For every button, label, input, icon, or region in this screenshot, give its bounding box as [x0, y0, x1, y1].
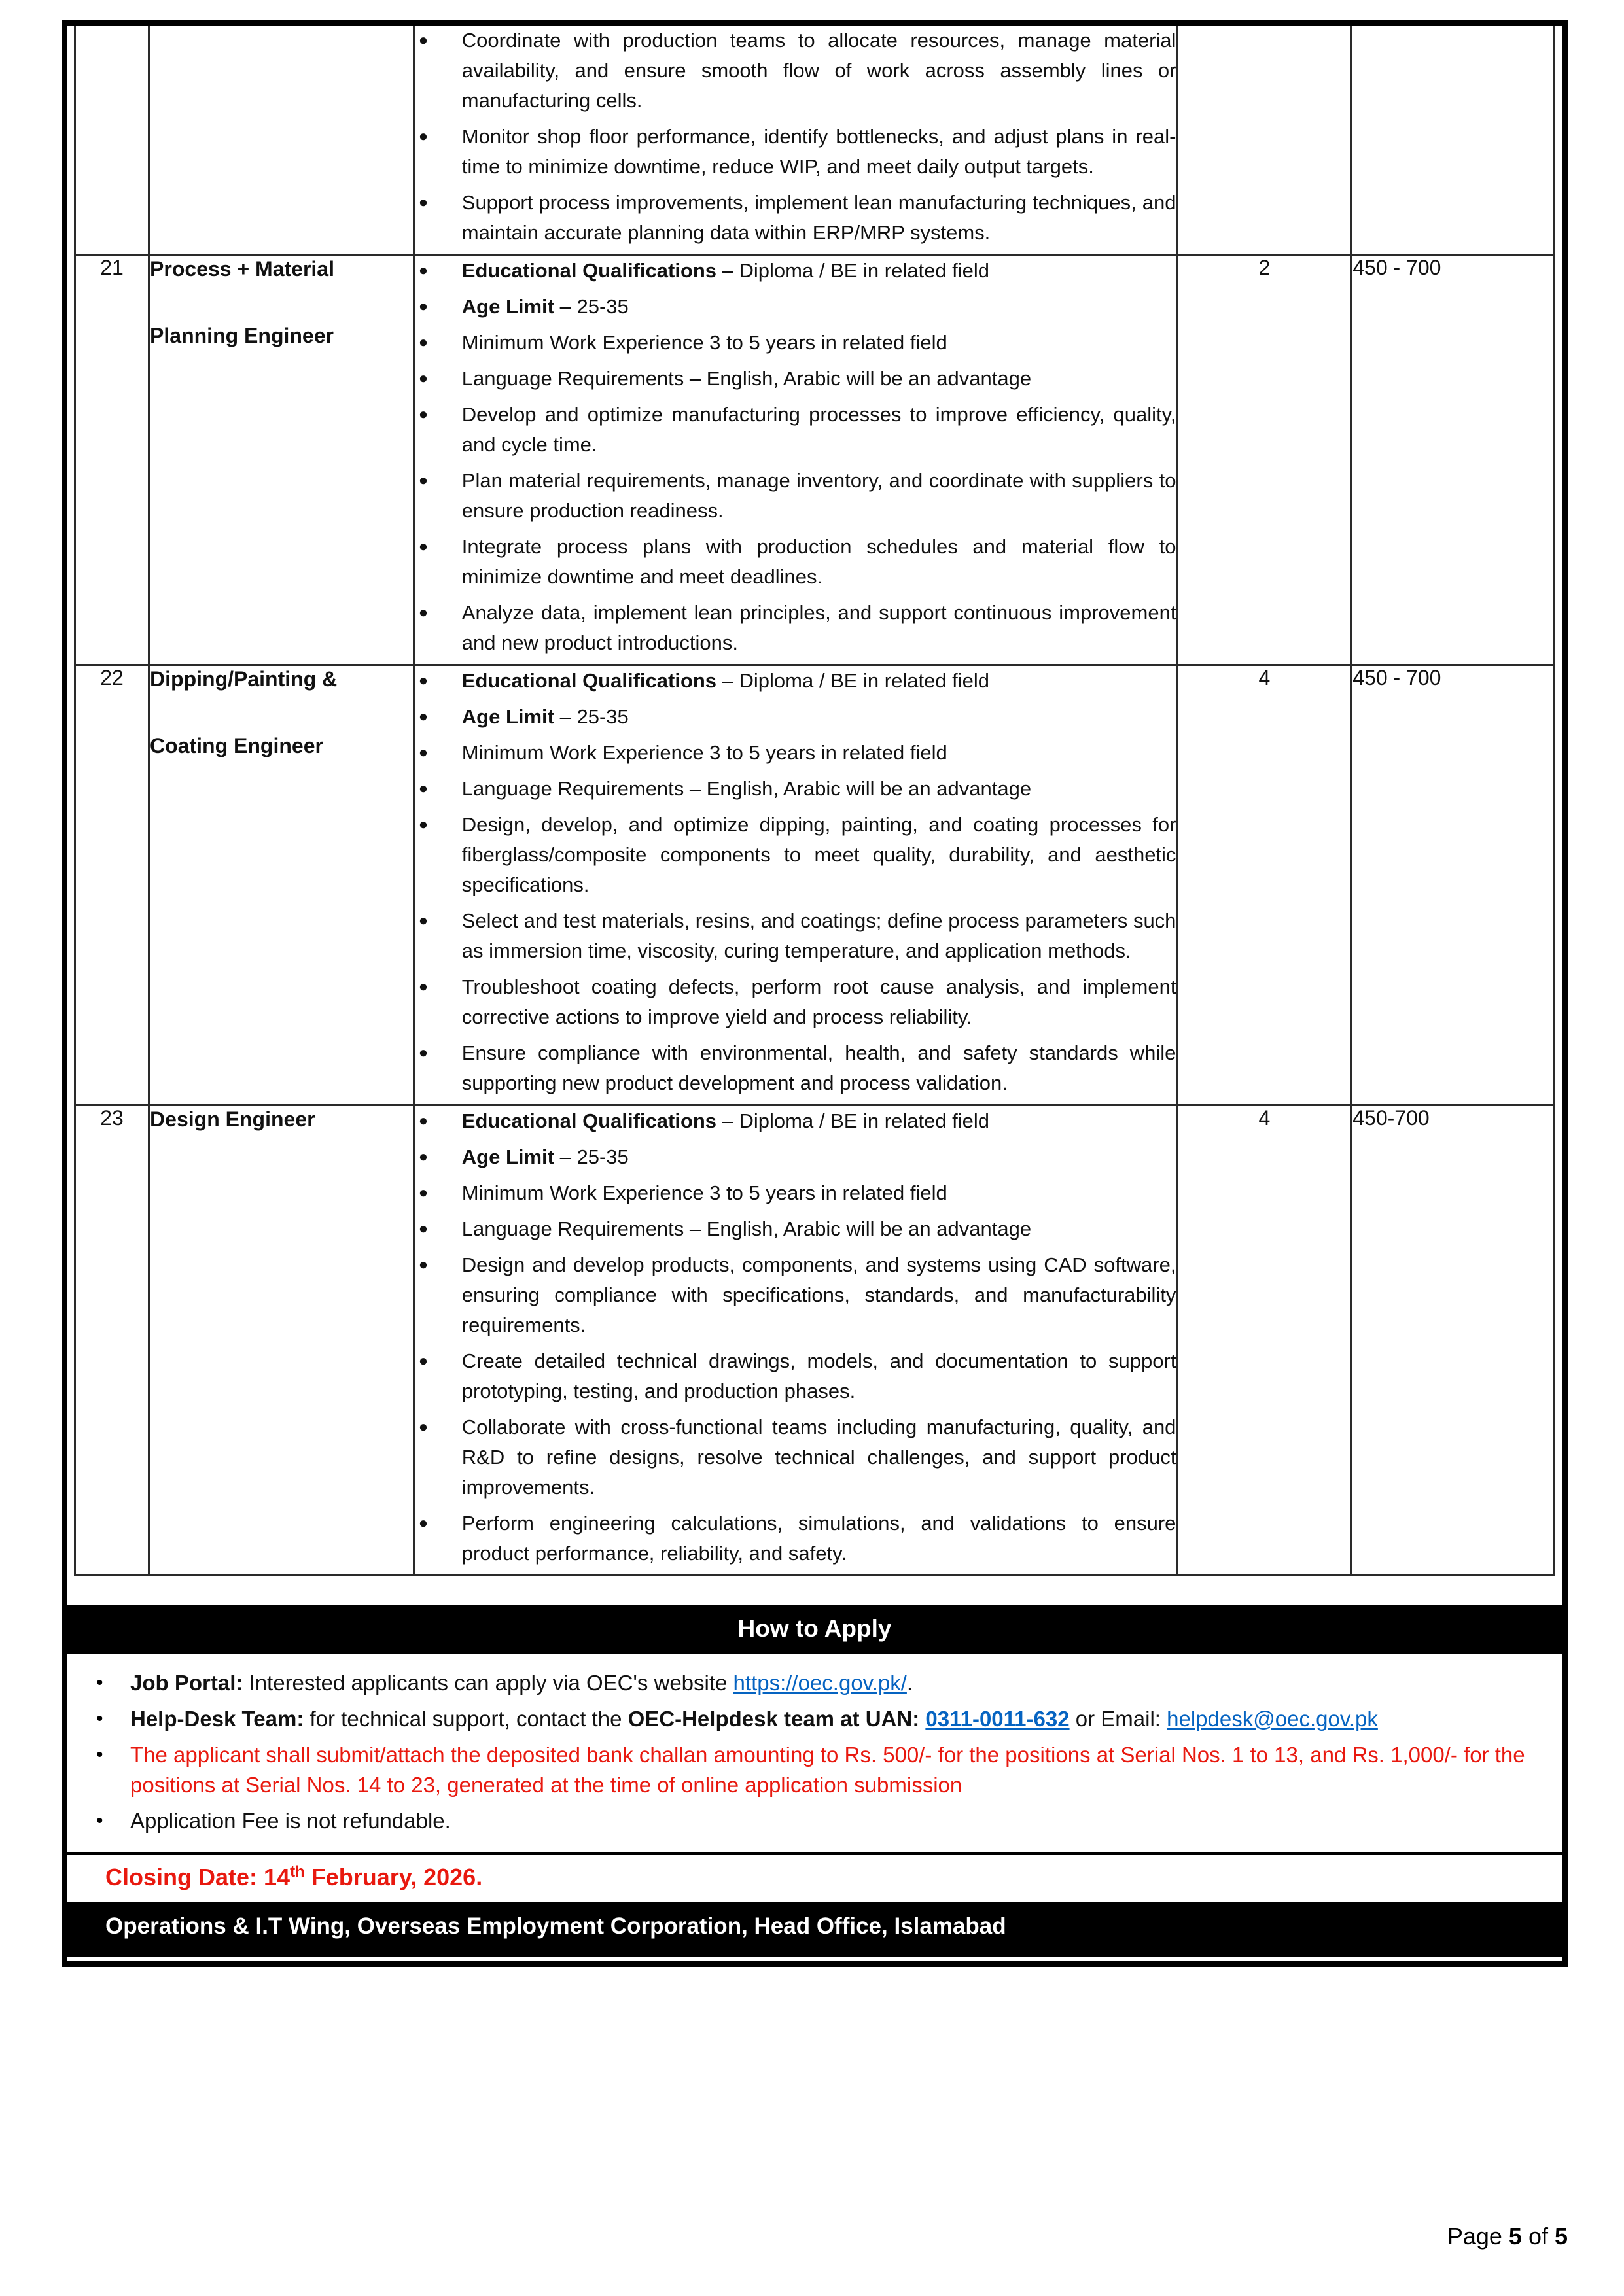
bullet-text — [462, 364, 1176, 394]
bullet-marker-icon: ● — [418, 194, 429, 211]
bullet-text — [462, 598, 1176, 658]
bullet-marker-icon: • — [96, 1744, 103, 1765]
bullet-text — [462, 666, 1176, 696]
bullet-marker-icon: ● — [418, 978, 429, 996]
detail-bullet — [415, 1142, 1176, 1172]
text-segment: for technical support, contact the — [304, 1707, 628, 1731]
bullet-rest: Select and test materials, resins, and coatings; define process parameters such as immersion time, viscosity, curing temperature, and application methods. — [461, 909, 1176, 962]
detail-bullet — [415, 702, 1176, 732]
text-segment: Closing Date: — [105, 1864, 264, 1890]
detail-bullet — [415, 188, 1176, 248]
text-segment: 14 — [264, 1864, 291, 1890]
bullet-text — [462, 972, 1176, 1032]
bullet-rest: Design, develop, and optimize dipping, painting, and coating processes for fiberglass/composite components to meet quality, durability, and aesthetic specifications. — [461, 813, 1176, 896]
position-title-cell — [149, 255, 414, 665]
text-segment: of — [1521, 2223, 1555, 2250]
bullet-rest: Minimum Work Experience 3 to 5 years in related field — [461, 331, 947, 354]
detail-bullet — [415, 774, 1176, 804]
detail-bullet — [415, 1106, 1176, 1136]
salary-cell: 450 - 700 — [1352, 665, 1555, 1105]
bullet-text — [462, 1508, 1176, 1569]
text-segment: The applicant shall submit/attach the deposited bank challan amounting to Rs. 500/- for the positions at Serial Nos. 1 to 13, and Rs. 1,000/- for the positions at Serial Nos. 14 to 23, generated at the time of online application submission — [130, 1743, 1525, 1797]
position-row — [75, 665, 1555, 1105]
bullet-text — [462, 810, 1176, 900]
vacancies-cell: 4 — [1177, 665, 1352, 1105]
bullet-text — [462, 1142, 1176, 1172]
bullet-text — [462, 1250, 1176, 1340]
bullet-rest: Monitor shop floor performance, identify bottlenecks, and adjust plans in real-time to minimize downtime, reduce WIP, and meet daily output targets. — [461, 125, 1176, 178]
bullet-marker-icon: ● — [418, 708, 429, 725]
apply-bullet — [87, 1806, 1544, 1836]
closing-date — [67, 1852, 1562, 1902]
detail-bullet — [415, 1250, 1176, 1340]
position-row — [75, 255, 1555, 665]
bullet-marker-icon: • — [96, 1708, 103, 1730]
bullet-marker-icon: ● — [418, 128, 429, 145]
bullet-marker-icon: ● — [418, 406, 429, 423]
detail-bullet — [415, 532, 1176, 592]
bullet-marker-icon: ● — [418, 1352, 429, 1370]
detail-bullet — [415, 972, 1176, 1032]
text-segment: 5 — [1554, 2223, 1568, 2250]
detail-bullet — [415, 256, 1176, 286]
page-number — [1447, 2223, 1568, 2250]
bullet-text — [462, 400, 1176, 460]
bullet-lead: Age Limit — [461, 1145, 554, 1168]
bullet-rest: – Diploma / BE in related field — [716, 259, 990, 282]
bullet-marker-icon: ● — [418, 1418, 429, 1436]
bullet-rest: Support process improvements, implement lean manufacturing techniques, and maintain accurate planning data within ERP/MRP systems. — [461, 191, 1176, 244]
bullet-rest: Create detailed technical drawings, models, and documentation to support prototyping, testing, and production phases. — [461, 1349, 1176, 1402]
text-segment: Help-Desk Team: — [130, 1707, 304, 1731]
bullet-rest: Minimum Work Experience 3 to 5 years in related field — [461, 1181, 947, 1204]
how-to-apply-header: How to Apply — [67, 1605, 1562, 1654]
hyperlink[interactable]: helpdesk@oec.gov.pk — [1167, 1707, 1378, 1731]
bullet-text — [462, 1106, 1176, 1136]
bullet-lead: Age Limit — [461, 705, 554, 728]
bullet-rest: Collaborate with cross-functional teams including manufacturing, quality, and R&D to refine designs, resolve technical challenges, and support product improvements. — [461, 1416, 1176, 1499]
position-title-cell — [149, 665, 414, 1105]
bullet-marker-icon: ● — [418, 1256, 429, 1274]
detail-bullet — [415, 26, 1176, 116]
bullet-text — [462, 188, 1176, 248]
bullet-rest: Plan material requirements, manage inventory, and coordinate with suppliers to ensure production readiness. — [461, 469, 1176, 522]
salary-cell: 450 - 700 — [1352, 255, 1555, 665]
bullet-text — [462, 1214, 1176, 1244]
bullet-text — [462, 122, 1176, 182]
positions-table — [74, 26, 1555, 1576]
bullet-text — [462, 1178, 1176, 1208]
bullet-text — [462, 906, 1176, 966]
bullet-text — [462, 774, 1176, 804]
detail-bullet — [415, 1178, 1176, 1208]
position-title-cell — [149, 26, 414, 255]
bullet-text — [462, 532, 1176, 592]
detail-bullet — [415, 1412, 1176, 1503]
hyperlink[interactable]: https://oec.gov.pk/ — [733, 1671, 907, 1695]
bullet-rest: – 25-35 — [554, 705, 629, 728]
salary-cell: 450-700 — [1352, 1105, 1555, 1576]
detail-bullet — [415, 122, 1176, 182]
bullet-rest: Ensure compliance with environmental, health, and safety standards while supporting new product development and process validation. — [461, 1041, 1176, 1094]
text-segment: February, 2026. — [304, 1864, 483, 1890]
position-title-line: Design Engineer — [150, 1107, 315, 1131]
positions-table-wrap — [67, 26, 1562, 1576]
bullet-marker-icon: ● — [418, 370, 429, 387]
position-title-line: Dipping/Painting & — [150, 667, 338, 691]
bullet-rest: Analyze data, implement lean principles, and support continuous improvement and new product introductions. — [461, 601, 1176, 654]
position-title-cell — [149, 1105, 414, 1576]
bullet-rest: Language Requirements – English, Arabic will be an advantage — [461, 777, 1032, 800]
bullet-marker-icon: ● — [418, 298, 429, 315]
bullet-rest: – 25-35 — [554, 295, 629, 318]
bullet-rest: Integrate process plans with production schedules and material flow to minimize downtime and meet deadlines. — [461, 535, 1176, 588]
advert-frame — [62, 20, 1568, 1967]
bullet-rest: Language Requirements – English, Arabic will be an advantage — [461, 1217, 1032, 1240]
bullet-text — [462, 738, 1176, 768]
position-title-line: Process + Material — [150, 257, 334, 281]
serial-number-cell: 21 — [75, 255, 149, 665]
bullet-rest: – 25-35 — [554, 1145, 629, 1168]
apply-instructions-list — [67, 1654, 1562, 1852]
bullet-marker-icon: ● — [418, 1220, 429, 1238]
apply-bullet — [87, 1668, 1544, 1698]
bullet-text — [462, 292, 1176, 322]
position-row — [75, 1105, 1555, 1576]
serial-number-cell — [75, 26, 149, 255]
bullet-text — [462, 702, 1176, 732]
text-segment: or Email: — [1069, 1707, 1167, 1731]
bullet-marker-icon: ● — [418, 1044, 429, 1062]
detail-bullet — [415, 906, 1176, 966]
detail-bullet — [415, 666, 1176, 696]
bullet-marker-icon: ● — [418, 31, 429, 49]
bullet-lead: Educational Qualifications — [461, 669, 717, 692]
detail-bullet — [415, 328, 1176, 358]
bullet-rest: Troubleshoot coating defects, perform root cause analysis, and implement corrective actions to improve yield and process reliability. — [461, 975, 1176, 1028]
position-details-cell — [414, 255, 1177, 665]
bullet-lead: Educational Qualifications — [461, 1109, 717, 1132]
apply-bullet — [87, 1704, 1544, 1734]
detail-bullet — [415, 810, 1176, 900]
detail-bullet — [415, 400, 1176, 460]
vacancies-cell: 4 — [1177, 1105, 1352, 1576]
apply-bullet-text — [130, 1806, 1544, 1836]
issuing-office-bar: Operations & I.T Wing, Overseas Employment Corporation, Head Office, Islamabad — [67, 1902, 1562, 1957]
serial-number-cell: 23 — [75, 1105, 149, 1576]
apply-bullet — [87, 1740, 1544, 1800]
position-details-cell — [414, 26, 1177, 255]
bullet-rest: – Diploma / BE in related field — [716, 1109, 990, 1132]
text-segment: Page — [1447, 2223, 1509, 2250]
bullet-marker-icon: ● — [418, 1148, 429, 1166]
bullet-text — [462, 256, 1176, 286]
text-segment: Job Portal: — [130, 1671, 243, 1695]
text-segment: OEC-Helpdesk team at UAN: — [627, 1707, 926, 1731]
apply-bullet-text — [130, 1704, 1544, 1734]
bullet-marker-icon: • — [96, 1810, 103, 1832]
bullet-lead: Educational Qualifications — [461, 259, 717, 282]
bullet-rest: – Diploma / BE in related field — [716, 669, 990, 692]
vacancies-cell — [1177, 26, 1352, 255]
spacer — [67, 1576, 1562, 1605]
bullet-rest: Design and develop products, components, and systems using CAD software, ensuring compliance with specifications, standards, and manufacturability requirements. — [461, 1253, 1176, 1336]
text-segment: Application Fee is not refundable. — [130, 1809, 451, 1833]
position-details-cell — [414, 665, 1177, 1105]
detail-bullet — [415, 466, 1176, 526]
bullet-marker-icon: ● — [418, 780, 429, 797]
bullet-rest: Minimum Work Experience 3 to 5 years in related field — [461, 741, 947, 764]
bullet-text — [462, 466, 1176, 526]
bullet-marker-icon: ● — [418, 334, 429, 351]
vacancies-cell: 2 — [1177, 255, 1352, 665]
detail-bullet — [415, 1214, 1176, 1244]
bullet-marker-icon: ● — [418, 912, 429, 930]
serial-number-cell: 22 — [75, 665, 149, 1105]
detail-bullet — [415, 738, 1176, 768]
hyperlink[interactable]: 0311-0011-632 — [925, 1707, 1070, 1731]
apply-bullet-text — [130, 1740, 1544, 1800]
detail-bullet — [415, 1346, 1176, 1406]
salary-cell — [1352, 26, 1555, 255]
detail-bullet — [415, 364, 1176, 394]
bullet-lead: Age Limit — [461, 295, 554, 318]
text-segment: Interested applicants can apply via OEC's website — [243, 1671, 733, 1695]
detail-bullet — [415, 292, 1176, 322]
text-segment: 5 — [1508, 2223, 1522, 2250]
bullet-marker-icon: ● — [418, 816, 429, 833]
apply-bullet-text — [130, 1668, 1544, 1698]
bullet-marker-icon: ● — [418, 262, 429, 279]
bullet-marker-icon: ● — [418, 672, 429, 689]
bullet-text — [462, 1346, 1176, 1406]
bullet-text — [462, 26, 1176, 116]
position-title-line: Planning Engineer — [150, 324, 334, 347]
detail-bullet — [415, 598, 1176, 658]
bullet-rest: Coordinate with production teams to allocate resources, manage material availability, and ensure smooth flow of work across assembly lines or manufacturing cells. — [461, 29, 1176, 112]
bullet-text — [462, 1038, 1176, 1098]
text-segment: . — [906, 1671, 913, 1695]
bullet-marker-icon: ● — [418, 1112, 429, 1130]
detail-bullet — [415, 1508, 1176, 1569]
position-details-cell — [414, 1105, 1177, 1576]
bullet-rest: Develop and optimize manufacturing processes to improve efficiency, quality, and cycle time. — [461, 403, 1176, 456]
bullet-marker-icon: ● — [418, 1514, 429, 1532]
bullet-rest: Language Requirements – English, Arabic will be an advantage — [461, 367, 1032, 390]
bullet-marker-icon: ● — [418, 604, 429, 621]
text-segment: th — [290, 1863, 305, 1881]
bullet-text — [462, 328, 1176, 358]
bullet-text — [462, 1412, 1176, 1503]
bullet-marker-icon: ● — [418, 744, 429, 761]
bullet-marker-icon: ● — [418, 538, 429, 555]
bullet-marker-icon: • — [96, 1672, 103, 1694]
bullet-marker-icon: ● — [418, 1184, 429, 1202]
bullet-marker-icon: ● — [418, 472, 429, 489]
bullet-rest: Perform engineering calculations, simulations, and validations to ensure product performance, reliability, and safety. — [461, 1512, 1176, 1565]
position-row — [75, 26, 1555, 255]
detail-bullet — [415, 1038, 1176, 1098]
position-title-line: Coating Engineer — [150, 734, 323, 757]
